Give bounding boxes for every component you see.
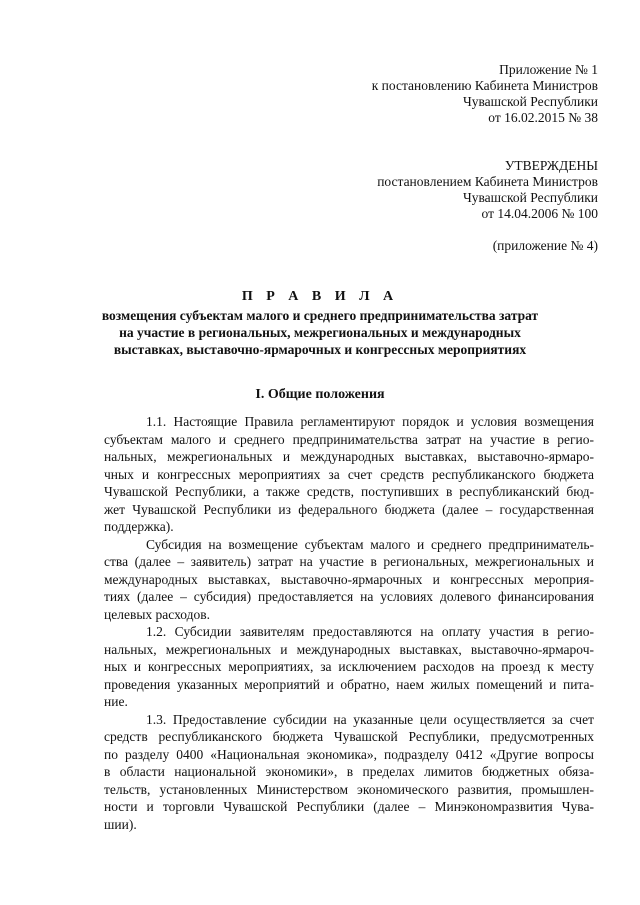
paragraph-line: субъектам малого и среднего предпринимательства затрат на участие в регио- bbox=[104, 431, 594, 447]
paragraph-line: международных выставках, выставочно-ярмарочных и конгрессных мероприя- bbox=[104, 571, 594, 587]
appendix-republic: Чувашской Республики bbox=[462, 94, 598, 109]
paragraph-line: шии). bbox=[104, 816, 137, 832]
paragraph-line: ности и торговли Чувашской Республики (далее – Минэкономразвития Чува- bbox=[104, 799, 594, 814]
paragraph-line: 1.1. Настоящие Правила регламентируют порядок и условия возмещения bbox=[146, 414, 594, 429]
approved-heading: УТВЕРЖДЕНЫ bbox=[504, 158, 598, 173]
paragraph-line: нальных, межрегиональных и международных выставках, выставочно-ярмароч- bbox=[104, 641, 594, 657]
body-paragraph bbox=[104, 536, 594, 624]
body-paragraph bbox=[104, 623, 594, 711]
approved-appendix-ref: (приложение № 4) bbox=[492, 238, 598, 253]
paragraph-line: чных и конгрессных мероприятиях за счет средств республиканского бюджета bbox=[104, 466, 594, 482]
approved-resolution: постановлением Кабинета Министров bbox=[377, 174, 598, 189]
paragraph-line: целевых расходов. bbox=[104, 606, 211, 622]
paragraph-line: по разделу 0400 «Национальная экономика», подразделу 0412 «Другие вопросы bbox=[104, 746, 594, 762]
appendix-number: Приложение № 1 bbox=[499, 62, 598, 77]
body-paragraph bbox=[104, 711, 594, 834]
paragraph-line: поддержка). bbox=[104, 519, 174, 534]
paragraph-line: ние. bbox=[104, 694, 128, 709]
paragraph-line: средств республиканского бюджета Чувашской Республики, предусмотренных bbox=[104, 729, 594, 744]
approved-block bbox=[300, 158, 598, 254]
paragraph-line: проведения указанных мероприятий и обратно, наем жилых помещений и пита- bbox=[104, 676, 594, 692]
appendix-resolution: к постановлению Кабинета Министров bbox=[371, 78, 598, 93]
section-heading: I. Общие положения bbox=[255, 387, 385, 402]
appendix-date: от 16.02.2015 № 38 bbox=[488, 110, 598, 125]
paragraph-line: Чувашской Республики, а также средств, поступивших в республиканский бюд- bbox=[104, 484, 594, 499]
appendix-block bbox=[300, 62, 598, 126]
paragraph-line: жет Чувашской Республики из федерального бюджета (далее – государственная bbox=[104, 501, 594, 517]
paragraph-line: ства (далее – заявитель) затрат на участие в региональных, межрегиональных и bbox=[104, 554, 594, 569]
subtitle-line: выставках, выставочно-ярмарочных и конгрессных мероприятиях bbox=[113, 342, 527, 357]
paragraph-line: тиях (далее – субсидия) предоставляется на условиях долевого финансирования bbox=[104, 589, 594, 604]
paragraph-line: в области национальной экономики», в пределах лимитов бюджетных обяза- bbox=[104, 764, 594, 779]
paragraph-line: Субсидия на возмещение субъектам малого и среднего предприниматель- bbox=[146, 536, 594, 552]
document-title: П Р А В И Л А bbox=[241, 289, 399, 304]
subtitle-line: на участие в региональных, межрегиональных и международных bbox=[119, 325, 521, 340]
document-body bbox=[104, 413, 594, 833]
document-subtitle bbox=[90, 307, 550, 358]
approved-republic: Чувашской Республики bbox=[462, 190, 598, 205]
paragraph-line: 1.3. Предоставление субсидии на указанные цели осуществляется за счет bbox=[146, 711, 594, 727]
subtitle-line: возмещения субъектам малого и среднего предпринимательства затрат bbox=[101, 308, 539, 323]
document-title-block bbox=[90, 288, 550, 358]
approved-date: от 14.04.2006 № 100 bbox=[481, 206, 598, 221]
paragraph-line: тельств, установленных Министерством экономического развития, промышлен- bbox=[104, 781, 594, 797]
body-paragraph bbox=[104, 413, 594, 536]
paragraph-line: ных и конгрессных мероприятиях, за исключением расходов на проезд к месту bbox=[104, 659, 594, 674]
paragraph-line: 1.2. Субсидии заявителям предоставляются на оплату участия в регио- bbox=[146, 624, 594, 639]
paragraph-line: нальных, межрегиональных и международных выставках, выставочно-ярмаро- bbox=[104, 449, 594, 464]
